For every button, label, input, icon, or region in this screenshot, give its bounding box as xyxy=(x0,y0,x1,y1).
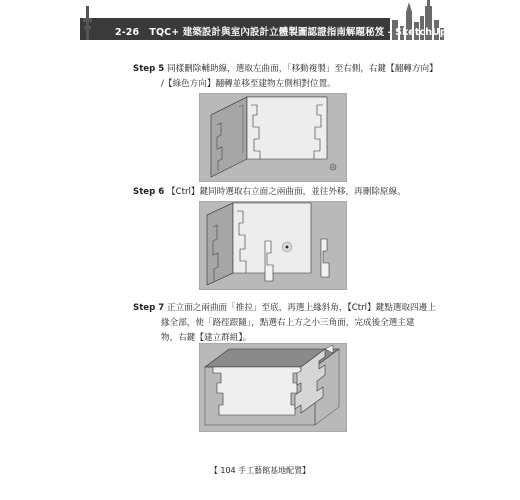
screenshot-step-6 xyxy=(199,201,347,290)
screenshot-step-5 xyxy=(199,93,347,182)
step-text: 【Ctrl】鍵同時選取右立面之兩曲面，並往外移，再刪除原線。 xyxy=(166,187,406,197)
header-band xyxy=(0,0,520,50)
step-label: Step 5 xyxy=(133,64,165,74)
step-5 xyxy=(133,62,438,92)
header-page-ref: 2-26 xyxy=(115,27,140,38)
step-text-cont: /【綠色方向】翻轉並移至建物左側相對位置。 xyxy=(161,79,336,89)
step-text-cont: 緣全部，使「路徑跟隨」，點選右上方之小三角面，完成後全選主建 xyxy=(161,318,415,328)
step-text: 正立面之兩曲面「推拉」至底，再選上緣斜角，【Ctrl】鍵點選取四邊上 xyxy=(166,303,436,313)
step-6 xyxy=(133,185,406,200)
step-text-cont: 物，右鍵【建立群組】。 xyxy=(161,333,252,343)
header-title: TQC+ 建築設計與室內設計立體製圖認證指南解題秘笈 - SketchUp Pro 2015 xyxy=(149,27,499,38)
step-7 xyxy=(133,301,436,346)
step-label: Step 7 xyxy=(133,303,165,313)
page-footer: 【 104 手工藝館基地配置】 xyxy=(209,466,311,475)
running-header xyxy=(115,24,499,38)
screenshot-step-7 xyxy=(199,343,347,432)
step-label: Step 6 xyxy=(133,187,165,197)
step-text: 同樣刪除輔助線，選取左曲面，「移動複製」至右側，右鍵【翻轉方向】 xyxy=(166,64,438,74)
